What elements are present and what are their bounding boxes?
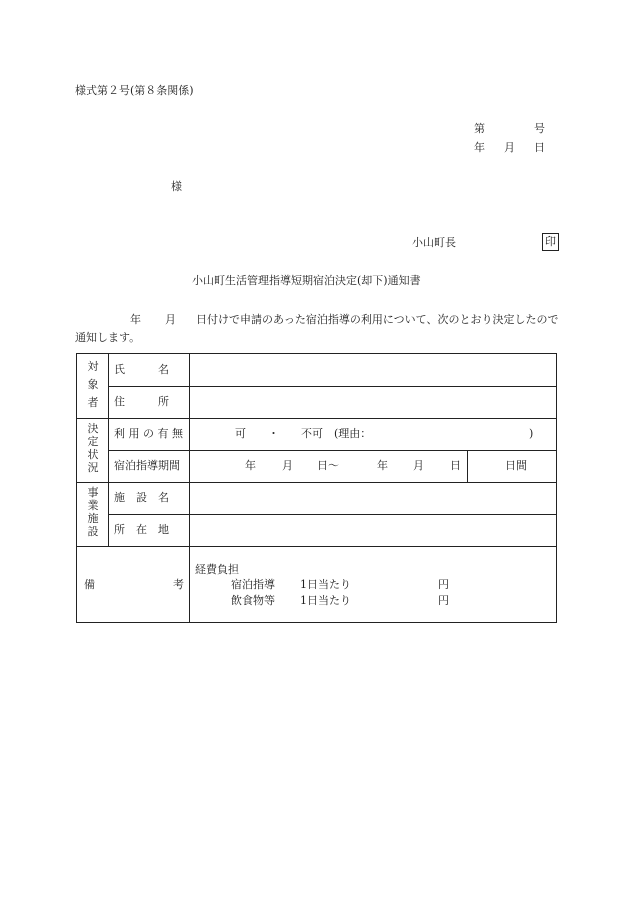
days-label: 日間 (505, 459, 527, 472)
number-label-dai: 第 (474, 122, 485, 135)
decision-table (76, 353, 557, 623)
body-year: 年 (130, 313, 141, 326)
seal-mark: 印 (542, 233, 559, 251)
date-year: 年 (474, 141, 485, 154)
body-text: 日付けで申請のあった宿泊指導の利用について、次のとおり決定したので通知します。 (75, 313, 559, 344)
name-label: 氏 名 (114, 363, 169, 376)
period-from-day: 日～ (317, 459, 339, 472)
facility-group-label: 事業施設 (87, 486, 99, 538)
body-paragraph (75, 311, 559, 347)
period-from-month: 月 (282, 459, 293, 472)
facility-name-label: 施 設 名 (114, 491, 169, 504)
facility-location-label: 所 在 地 (114, 523, 169, 536)
cost-row1-currency: 円 (438, 578, 449, 591)
cost-row2-currency: 円 (438, 594, 449, 607)
cost-row1-item: 宿泊指導 (231, 578, 275, 591)
remarks-label-right: 考 (173, 578, 184, 591)
cost-row2-item: 飲食物等 (231, 594, 275, 607)
usage-close-paren: ) (529, 427, 534, 440)
date-month: 月 (504, 141, 515, 154)
period-to-year: 年 (377, 459, 388, 472)
period-to-day: 日 (450, 459, 461, 472)
cost-heading: 経費負担 (195, 563, 239, 576)
document-title: 小山町生活管理指導短期宿泊決定(却下)通知書 (192, 274, 421, 287)
decision-group-label: 決定状況 (87, 422, 99, 474)
remarks-label-left: 備 (84, 578, 95, 591)
addressee-suffix: 様 (171, 180, 182, 193)
usage-label: 利 用 の 有 無 (114, 427, 183, 440)
period-label: 宿泊指導期間 (114, 459, 180, 472)
issuer-name: 小山町長 (412, 236, 456, 249)
usage-value: 可 ・ 不可 (理由： (235, 427, 372, 440)
number-label-go: 号 (534, 122, 545, 135)
period-from-year: 年 (245, 459, 256, 472)
cost-row2-unit: 1日当たり (300, 594, 351, 607)
target-group-label: 対象者 (87, 360, 99, 409)
date-day: 日 (534, 141, 545, 154)
body-month: 月 (165, 313, 176, 326)
address-label: 住 所 (114, 395, 169, 408)
document-number-line (474, 122, 545, 136)
period-to-month: 月 (413, 459, 424, 472)
cost-row1-unit: 1日当たり (300, 578, 351, 591)
form-number: 様式第２号(第８条関係) (75, 84, 194, 97)
